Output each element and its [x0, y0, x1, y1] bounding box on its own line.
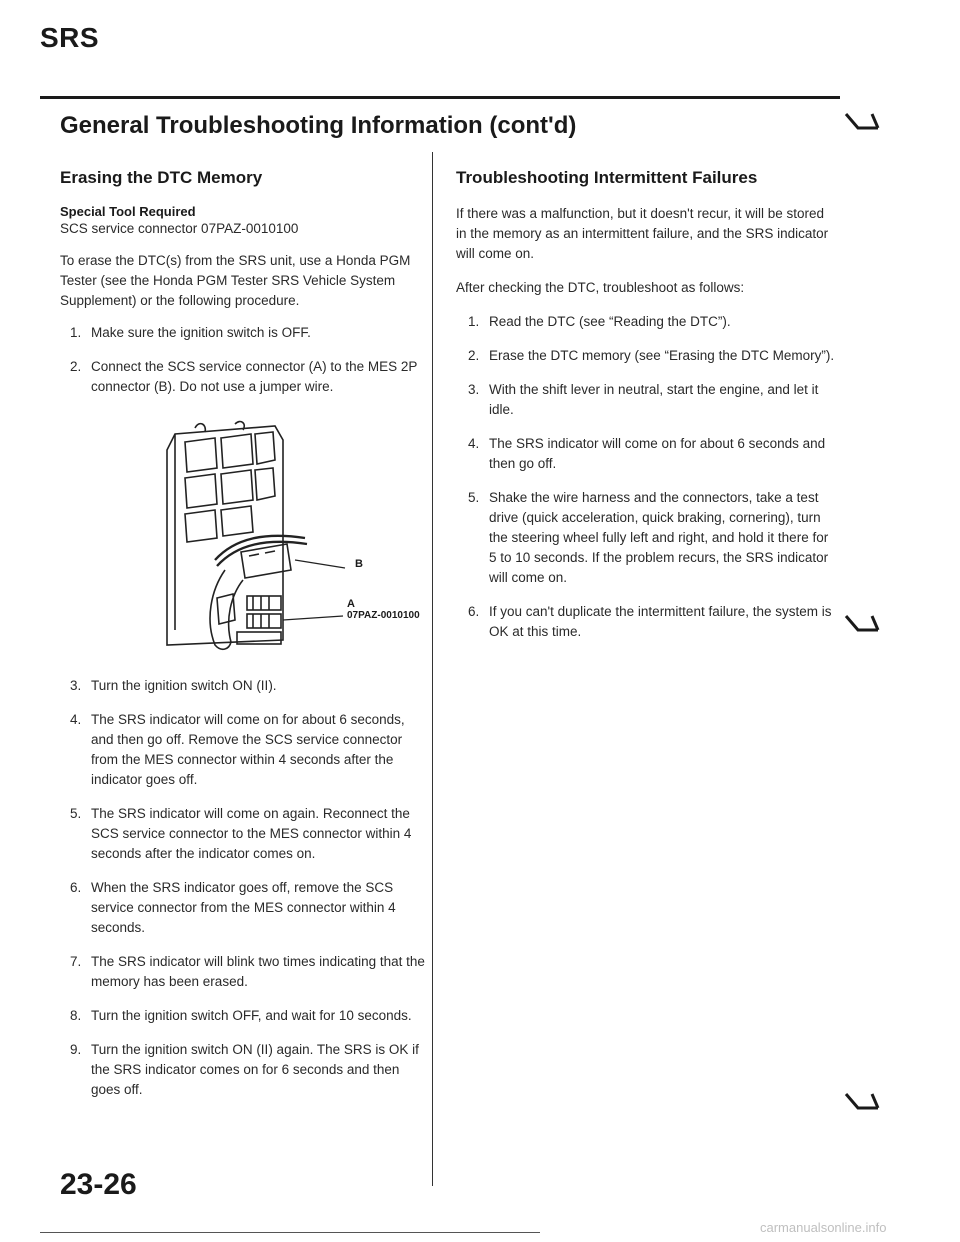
- special-tool-label: Special Tool Required: [60, 204, 196, 219]
- list-item: 4. The SRS indicator will come on for about 6 seconds and then go off.: [468, 436, 826, 471]
- erasing-steps-a: [60, 323, 425, 397]
- special-tool-value: SCS service connector 07PAZ-0010100: [60, 221, 299, 236]
- list-item: 2. Connect the SCS service connector (A) to the MES 2P connector (B). Do not use a jumper wire.: [70, 359, 418, 394]
- list-item: 9. Turn the ignition switch ON (II) again. The SRS is OK if the SRS indicator comes on for 6 seconds and then goes off.: [70, 1042, 419, 1097]
- intermittent-intro: If there was a malfunction, but it doesn't recur, it will be stored in the memory as an intermittent failure, and the SRS indicator will come on.: [456, 206, 829, 261]
- list-item: 2. Erase the DTC memory (see “Erasing the DTC Memory”).: [468, 348, 835, 363]
- list-item: 6. If you can't duplicate the intermittent failure, the system is OK at this time.: [468, 604, 832, 639]
- left-column: [60, 168, 425, 411]
- section-title: SRS: [40, 22, 100, 53]
- list-item: 3. Turn the ignition switch ON (II).: [70, 678, 277, 693]
- figure-part-number: 07PAZ-0010100: [347, 610, 420, 621]
- list-item: 1. Make sure the ignition switch is OFF.: [70, 325, 311, 340]
- intermittent-lead: After checking the DTC, troubleshoot as follows:: [456, 280, 745, 295]
- connector-figure: [155, 420, 425, 660]
- corner-mark-icon: [842, 612, 882, 638]
- list-item: 5. Shake the wire harness and the connectors, take a test drive (quick acceleration, quick braking, cornering), turn the steering wheel fully left and right, and hold it there for 5 to 10 seconds. If the problem recurs, the SRS indicator will come on.: [468, 490, 829, 585]
- list-item: 5. The SRS indicator will come on again. Reconnect the SCS service connector to the MES connector within 4 seconds after the indicator comes on.: [70, 806, 412, 861]
- page-title: General Troubleshooting Information (cont'd): [60, 112, 577, 139]
- figure-label-a: A: [347, 598, 355, 610]
- header-rule: [40, 96, 840, 99]
- list-item: 6. When the SRS indicator goes off, remove the SCS service connector from the MES connector within 4 seconds.: [70, 880, 396, 935]
- erasing-steps-b: [60, 676, 425, 1100]
- figure-label-b: B: [355, 558, 363, 570]
- column-divider: [432, 152, 433, 1186]
- erasing-dtc-heading: Erasing the DTC Memory: [60, 168, 263, 187]
- corner-mark-icon: [842, 1090, 882, 1116]
- list-item: 4. The SRS indicator will come on for about 6 seconds, and then go off. Remove the SCS service connector from the MES connector within 4 seconds after the indicator goes off.: [70, 712, 405, 787]
- intermittent-steps: [456, 312, 836, 642]
- list-item: 1. Read the DTC (see “Reading the DTC”).: [468, 314, 731, 329]
- list-item: 8. Turn the ignition switch OFF, and wait for 10 seconds.: [70, 1008, 412, 1023]
- footer-rule: [40, 1232, 540, 1233]
- right-column: [456, 168, 836, 656]
- page-number: 23-26: [60, 1168, 137, 1201]
- left-column-continued: [60, 676, 425, 1114]
- footer-site: carmanualsonline.info: [760, 1220, 887, 1235]
- connector-illustration: [155, 420, 425, 660]
- corner-mark-icon: [842, 110, 882, 136]
- erasing-intro: To erase the DTC(s) from the SRS unit, use a Honda PGM Tester (see the Honda PGM Tester SRS Vehicle System Supplement) or the following procedure.: [60, 253, 411, 308]
- list-item: 7. The SRS indicator will blink two times indicating that the memory has been erased.: [70, 954, 425, 989]
- list-item: 3. With the shift lever in neutral, start the engine, and let it idle.: [468, 382, 819, 417]
- intermittent-heading: Troubleshooting Intermittent Failures: [456, 168, 758, 187]
